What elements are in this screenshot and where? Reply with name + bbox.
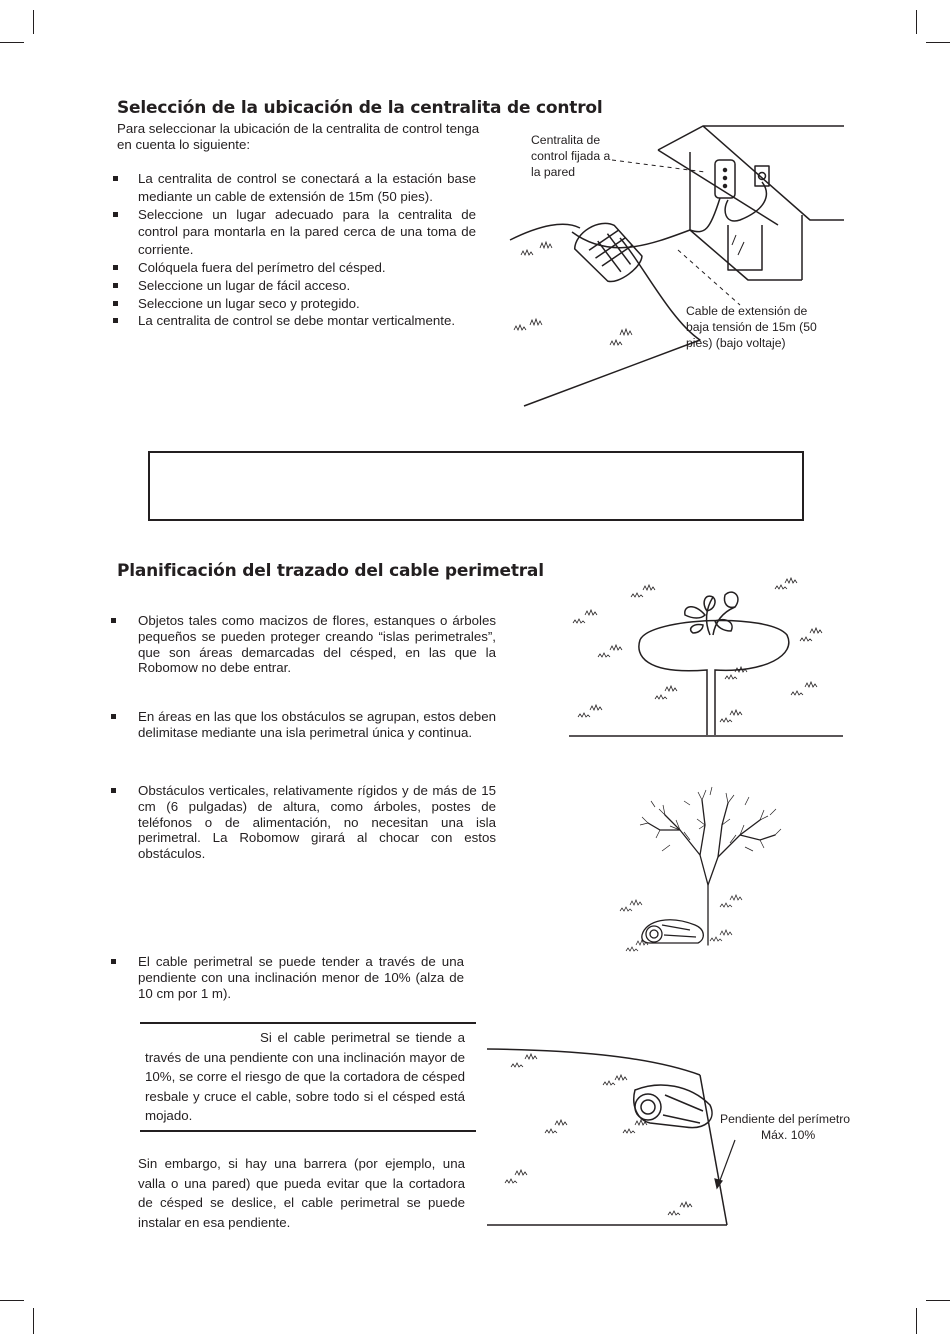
figure-label: Cable de extensión de baja tensión de 15m (50 pies) (bajo voltaje): [686, 304, 817, 350]
crop-mark: [926, 1300, 950, 1301]
note-text: Sin embargo, si hay una barrera (por ejemplo, una valla o una pared) que pueda evitar que la cortadora de césped se deslice, el cable perimetral se puede instalar en esa pendiente.: [138, 1156, 465, 1230]
slope-label: Máx. 10%: [761, 1128, 816, 1142]
slope-label: Pendiente del perímetro: [720, 1112, 851, 1126]
section-intro: Para seleccionar la ubicación de la centralita de control tenga en cuenta lo siguiente:: [117, 121, 480, 152]
bullet-list: [111, 783, 496, 862]
crop-mark: [33, 1308, 34, 1334]
section-title: Planificación del trazado del cable perimetral: [117, 561, 544, 581]
crop-mark: [916, 1308, 917, 1334]
slope-illustration: [485, 1045, 735, 1230]
list-item: Obstáculos verticales, relativamente rígidos y de más de 15 cm (6 pulgadas) de altura, como árboles, postes de teléfonos o de alimentación, no necesitan una isla perimetral. La Robomow girará al chocar con estos obstáculos.: [111, 783, 496, 862]
bullet-list: [111, 954, 464, 1001]
figure-label: Centralita de control fijada a la pared: [531, 133, 611, 179]
tree-illustration: [610, 785, 790, 960]
list-item: El cable perimetral se puede tender a través de una pendiente con una inclinación menor de 10% (alza de 10 cm por 1 m).: [111, 954, 464, 1001]
list-item: La centralita de control se conectará a la estación base mediante un cable de extensión de 15m (50 pies).: [113, 170, 476, 206]
list-item: Seleccione un lugar adecuado para la centralita de control para montarla en la pared cerca de una toma de corriente.: [113, 206, 476, 259]
crop-mark: [0, 42, 24, 43]
crop-mark: [926, 42, 950, 43]
crop-mark: [0, 1300, 24, 1301]
bullet-list: [111, 613, 496, 676]
list-item: Colóquela fuera del perímetro del césped.: [113, 259, 476, 277]
list-item: La centralita de control se debe montar verticalmente.: [113, 312, 476, 330]
bullet-list: [111, 709, 496, 741]
perimeter-island-illustration: [565, 575, 845, 740]
list-item: Objetos tales como macizos de flores, estanques o árboles pequeños se pueden proteger creando “islas perimetrales”, que son áreas demarcadas del césped, en las que la Robomow no debe entrar.: [111, 613, 496, 676]
warning-rule-bottom: [140, 1130, 476, 1132]
section-title: Selección de la ubicación de la centralita de control: [117, 98, 603, 118]
bullet-list: [113, 170, 476, 330]
list-item: Seleccione un lugar seco y protegido.: [113, 295, 476, 313]
crop-mark: [33, 10, 34, 34]
notice-box: [148, 451, 804, 521]
list-item: Seleccione un lugar de fácil acceso.: [113, 277, 476, 295]
warning-text: Si el cable perimetral se tiende a través de una pendiente con una inclinación mayor de 10%, se corre el riesgo de que la cortadora de césped resbale y cruce el cable, sobre todo si el césped está mojado.: [145, 1030, 465, 1123]
list-item: En áreas en las que los obstáculos se agrupan, estos deben delimitase mediante una isla perimetral única y continua.: [111, 709, 496, 741]
warning-rule-top: [140, 1022, 476, 1024]
crop-mark: [916, 10, 917, 34]
